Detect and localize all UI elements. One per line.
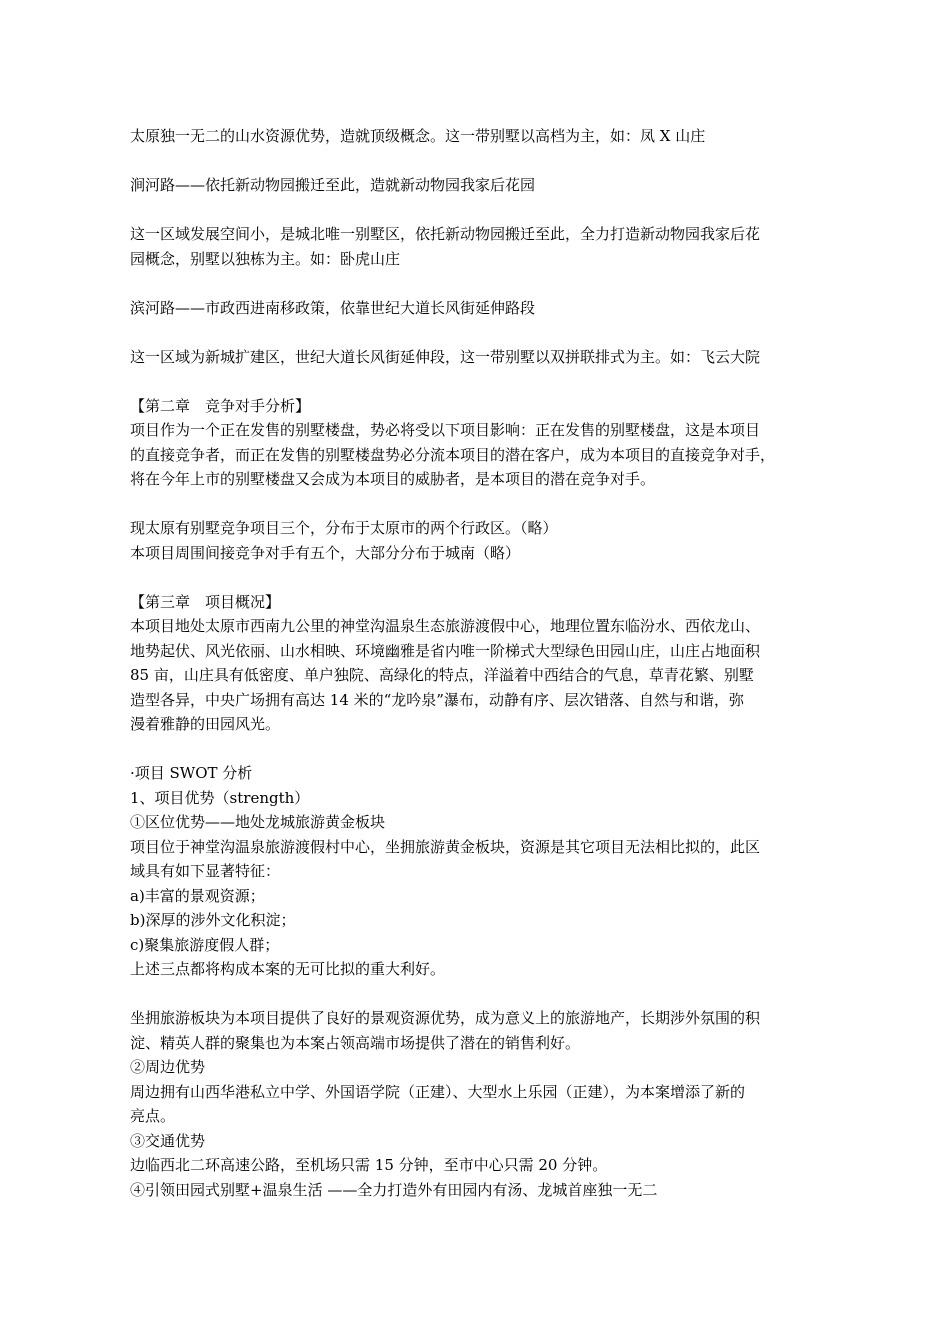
text-line: 周边拥有山西华港私立中学、外国语学院（正建）、大型水上乐园（正建），为本案增添了新的 xyxy=(130,1082,746,1101)
text-line: 漫着雅静的田园风光。 xyxy=(130,715,281,733)
text-line: 坐拥旅游板块为本项目提供了良好的景观资源优势，成为意义上的旅游地产，长期涉外氛围的积 xyxy=(130,1009,761,1027)
text-line: 这一区域发展空间小，是城北唯一别墅区，依托新动物园搬迁至此，全力打造新动物园我家后花 xyxy=(130,225,761,243)
paragraph-gap xyxy=(130,982,842,1007)
paragraph xyxy=(130,394,842,492)
paragraph-gap xyxy=(130,271,842,296)
text-line: ①区位优势——地处龙城旅游黄金板块 xyxy=(130,813,386,831)
text-line: 上述三点都将构成本案的无可比拟的重大利好。 xyxy=(130,960,446,978)
document-page xyxy=(130,124,842,1202)
text-line: b)深厚的涉外文化积淀； xyxy=(130,911,296,929)
paragraph-gap xyxy=(130,149,842,174)
text-line: 这一区域为新城扩建区，世纪大道长风街延伸段，这一带别墅以双拼联排式为主。如：飞云大院 xyxy=(130,347,761,366)
text-line: 1、项目优势（strength） xyxy=(130,788,310,807)
text-line: 园概念，别墅以独栋为主。如：卧虎山庄 xyxy=(130,249,401,268)
text-line: 亮点。 xyxy=(130,1107,176,1125)
paragraph xyxy=(130,1006,842,1202)
paragraph xyxy=(130,590,842,737)
paragraph xyxy=(130,222,842,271)
paragraph xyxy=(130,296,842,321)
paragraph xyxy=(130,345,842,370)
text-line: 涧河路——依托新动物园搬迁至此，造就新动物园我家后花园 xyxy=(130,176,536,194)
text-line: 太原独一无二的山水资源优势，造就顶级概念。这一带别墅以高档为主，如：凤 X 山庄 xyxy=(130,127,706,145)
text-line: 将在今年上市的别墅楼盘又会成为本项目的威胁者，是本项目的潜在竞争对手。 xyxy=(130,470,656,488)
text-line: 造型各异，中央广场拥有高达 14 米的“龙吟泉”瀑布，动静有序、层次错落、自然与和谐，弥 xyxy=(130,690,744,709)
paragraph-gap xyxy=(130,369,842,394)
text-line: 【第二章 竞争对手分析】 xyxy=(130,396,311,415)
paragraph xyxy=(130,761,842,982)
text-line: a)丰富的景观资源； xyxy=(130,886,265,905)
text-line: 本项目周围间接竞争对手有五个，大部分分布于城南（略） xyxy=(130,543,521,562)
paragraph xyxy=(130,173,842,198)
text-line: 【第三章 项目概况】 xyxy=(130,592,281,611)
paragraph-gap xyxy=(130,565,842,590)
text-line: 地势起伏、风光依丽、山水相映、环境幽雅是省内唯一阶梯式大型绿色田园山庄，山庄占地面积 xyxy=(130,641,761,660)
text-line: ④引领田园式别墅+温泉生活 ——全力打造外有田园内有汤、龙城首座独一无二 xyxy=(130,1180,658,1199)
text-line: 现太原有别墅竞争项目三个，分布于太原市的两个行政区。（略） xyxy=(130,519,558,537)
text-line: ·项目 SWOT 分析 xyxy=(130,764,253,782)
text-line: 85 亩，山庄具有低密度、单户独院、高绿化的特点，洋溢着中西结合的气息，草青花繁、别墅 xyxy=(130,666,754,684)
text-line: ②周边优势 xyxy=(130,1058,206,1076)
text-line: c)聚集旅游度假人群； xyxy=(130,935,280,954)
paragraph-gap xyxy=(130,737,842,762)
paragraph-gap xyxy=(130,198,842,223)
text-line: 边临西北二环高速公路，至机场只需 15 分钟，至市中心只需 20 分钟。 xyxy=(130,1156,608,1174)
paragraph-gap xyxy=(130,320,842,345)
paragraph-gap xyxy=(130,492,842,517)
text-line: 项目位于神堂沟温泉旅游渡假村中心，坐拥旅游黄金板块，资源是其它项目无法相比拟的，此区 xyxy=(130,837,761,856)
paragraph xyxy=(130,124,842,149)
text-line: 滨河路——市政西进南移政策，依靠世纪大道长风街延伸路段 xyxy=(130,298,536,317)
text-line: 淀、精英人群的聚集也为本案占领高端市场提供了潜在的销售利好。 xyxy=(130,1033,581,1052)
text-line: ③交通优势 xyxy=(130,1131,206,1150)
text-line: 域具有如下显著特征： xyxy=(130,862,281,880)
text-line: 项目作为一个正在发售的别墅楼盘，势必将受以下项目影响：正在发售的别墅楼盘，这是本项目 xyxy=(130,421,761,439)
text-line: 的直接竞争者，而正在发售的别墅楼盘势必分流本项目的潜在客户，成为本项目的直接竞争对手， xyxy=(130,445,776,464)
paragraph xyxy=(130,516,842,565)
text-line: 本项目地处太原市西南九公里的神堂沟温泉生态旅游渡假中心，地理位置东临汾水、西依龙山、 xyxy=(130,617,761,635)
